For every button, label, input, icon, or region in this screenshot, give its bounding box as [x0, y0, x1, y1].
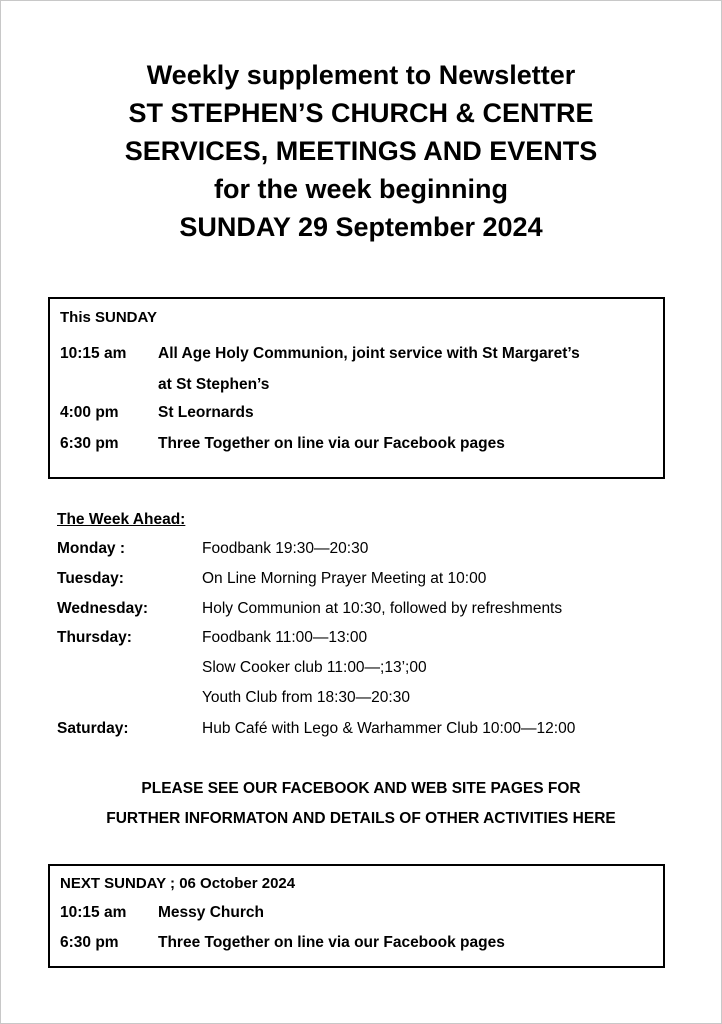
- entry-description: Messy Church: [158, 904, 264, 921]
- next-sunday-box: [48, 864, 665, 968]
- week-day: Monday :: [57, 540, 126, 557]
- week-activity: Foodbank 19:30—20:30: [202, 540, 369, 557]
- entry-description: All Age Holy Communion, joint service with St Margaret’s: [158, 345, 580, 362]
- week-day: Wednesday:: [57, 600, 149, 617]
- entry-description: Three Together on line via our Facebook pages: [158, 435, 505, 452]
- page-title: [0, 56, 722, 246]
- week-activity: Youth Club from 18:30—20:30: [202, 689, 410, 706]
- title-line-5: SUNDAY 29 September 2024: [179, 212, 543, 242]
- notice-line-1: PLEASE SEE OUR FACEBOOK AND WEB SITE PAGES FOR: [141, 780, 581, 797]
- week-day: Thursday:: [57, 629, 132, 646]
- week-activity: Hub Café with Lego & Warhammer Club 10:00—12:00: [202, 720, 576, 737]
- title-line-1: Weekly supplement to Newsletter: [146, 60, 576, 90]
- entry-time: 4:00 pm: [60, 404, 119, 421]
- week-day: Saturday:: [57, 720, 129, 737]
- title-line-4: for the week beginning: [213, 174, 509, 204]
- entry-time: 10:15 am: [60, 345, 127, 362]
- entry-time: 10:15 am: [60, 904, 127, 921]
- entry-description: St Leornards: [158, 404, 254, 421]
- week-activity: Foodbank 11:00—13:00: [202, 629, 368, 646]
- this-sunday-heading: This SUNDAY: [60, 309, 157, 326]
- entry-time: 6:30 pm: [60, 934, 119, 951]
- notice-line-2: FURTHER INFORMATON AND DETAILS OF OTHER ACTIVITIES HERE: [106, 810, 616, 827]
- next-sunday-heading: NEXT SUNDAY ; 06 October 2024: [60, 875, 296, 892]
- entry-time: 6:30 pm: [60, 435, 119, 452]
- week-activity: Holy Communion at 10:30, followed by refreshments: [202, 600, 563, 617]
- week-activity: On Line Morning Prayer Meeting at 10:00: [202, 570, 487, 587]
- week-activity: Slow Cooker club 11:00—;13’;00: [202, 659, 427, 676]
- entry-description: Three Together on line via our Facebook pages: [158, 934, 505, 951]
- week-ahead-heading: The Week Ahead:: [57, 511, 186, 528]
- title-line-2: ST STEPHEN’S CHURCH & CENTRE: [128, 98, 594, 128]
- entry-description-continued: at St Stephen’s: [158, 376, 270, 393]
- this-sunday-box: [48, 297, 665, 479]
- title-line-3: SERVICES, MEETINGS AND EVENTS: [124, 136, 598, 166]
- week-day: Tuesday:: [57, 570, 124, 587]
